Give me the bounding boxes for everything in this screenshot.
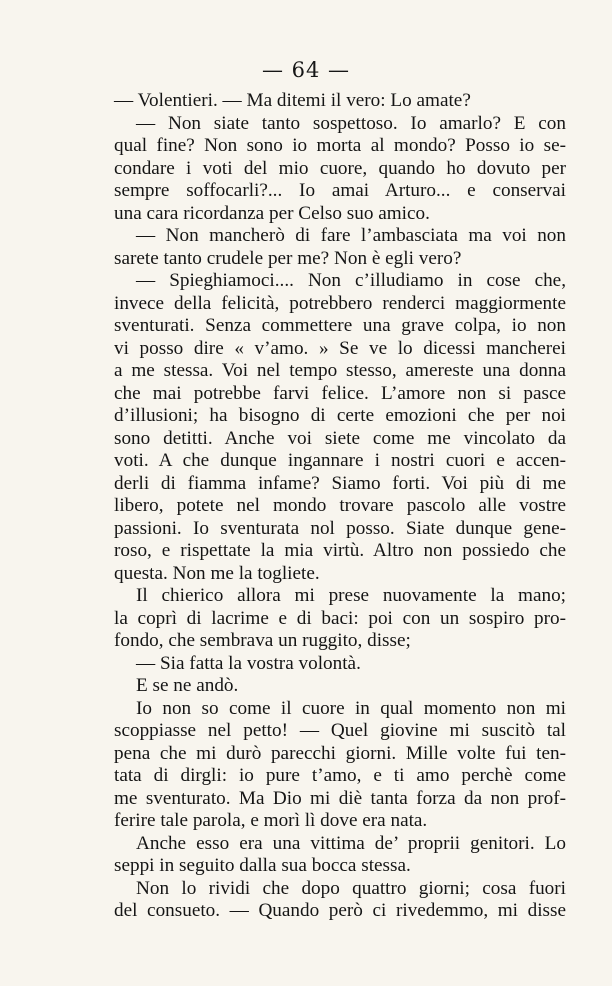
text-line: Il chierico allora mi prese nuovamente la mano; [136, 585, 566, 606]
text-line: seppi in seguito dalla sua bocca stessa. [114, 855, 411, 876]
text-line: — Spieghiamoci.... Non c’illudiamo in cose che, [136, 270, 566, 291]
text-line: a me stessa. Voi nel tempo stesso, amereste una donna [114, 360, 566, 381]
text-line: derli di fiamma infame? Siamo forti. Voi più di me [114, 472, 566, 494]
text-line: libero, potete nel mondo trovare pascolo alle vostre [114, 495, 566, 516]
text-line: fondo, che sembrava un ruggito, disse; [114, 630, 411, 651]
text-line: sventurati. Senza commettere una grave colpa, io non [114, 315, 566, 336]
text-line: E se ne andò. [136, 675, 239, 696]
text-line: roso, e rispettate la mia virtù. Altro non possiedo che [114, 540, 566, 561]
text-line: Io non so come il cuore in qual momento non mi [136, 697, 566, 719]
text-line: passioni. Io sventurata nol posso. Siate dunque gene- [114, 517, 566, 539]
text-line: — Non siate tanto sospettoso. Io amarlo? E con [136, 112, 566, 134]
text-line: invece della felicità, potrebbero renderci maggiormente [114, 292, 566, 314]
text-line: sarete tanto crudele per me? Non è egli vero? [114, 247, 462, 269]
page-number: — 64 — [261, 58, 351, 82]
text-line: pena che mi durò parecchi giorni. Mille volte fui ten- [114, 742, 566, 764]
text-line: — Volentieri. — Ma ditemi il vero: Lo amate? [114, 90, 471, 111]
text-line: questa. Non me la togliete. [114, 562, 320, 584]
text-line: — Non mancherò di fare l’ambasciata ma voi non [136, 225, 566, 246]
text-line: la coprì di lacrime e di baci: poi con un sospiro pro- [114, 607, 566, 629]
text-line: me sventurato. Ma Dio mi diè tanta forza da non prof- [114, 787, 566, 809]
text-line: voti. A che dunque ingannare i nostri cuori e accen- [114, 450, 566, 471]
text-line: sono detitti. Anche voi siete come me vincolato da [114, 427, 566, 449]
text-line: ferire tale parola, e morì lì dove era nata. [114, 810, 428, 831]
text-line: scoppiasse nel petto! — Quel giovine mi suscitò tal [114, 720, 566, 741]
text-line: d’illusioni; ha bisogno di certe emozioni che per noi [114, 405, 566, 426]
text-line: che mai potrebbe farvi felice. L’amore non si pasce [114, 382, 566, 404]
text-line: condare i voti del mio cuore, quando ho dovuto per [114, 157, 566, 179]
text-line: Non lo rividi che dopo quattro giorni; cosa fuori [136, 877, 566, 899]
text-line: vi posso dire « v’amo. » Se ve lo dicessi mancherei [114, 337, 566, 359]
text-line: sempre soffocarli?... Io amai Arturo... e conservai [114, 180, 566, 201]
text-line: Anche esso era una vittima de’ proprii genitori. Lo [136, 832, 566, 854]
text-line: qual fine? Non sono io morta al mondo? Posso io se- [114, 135, 566, 156]
text-line: — Sia fatta la vostra volontà. [136, 652, 361, 674]
text-line: del consueto. — Quando però ci rivedemmo, mi disse [114, 900, 566, 921]
text-line: tata di dirgli: io pure t’amo, e ti amo perchè come [114, 765, 566, 786]
page-text [114, 90, 566, 923]
text-line: una cara ricordanza per Celso suo amico. [114, 202, 430, 224]
